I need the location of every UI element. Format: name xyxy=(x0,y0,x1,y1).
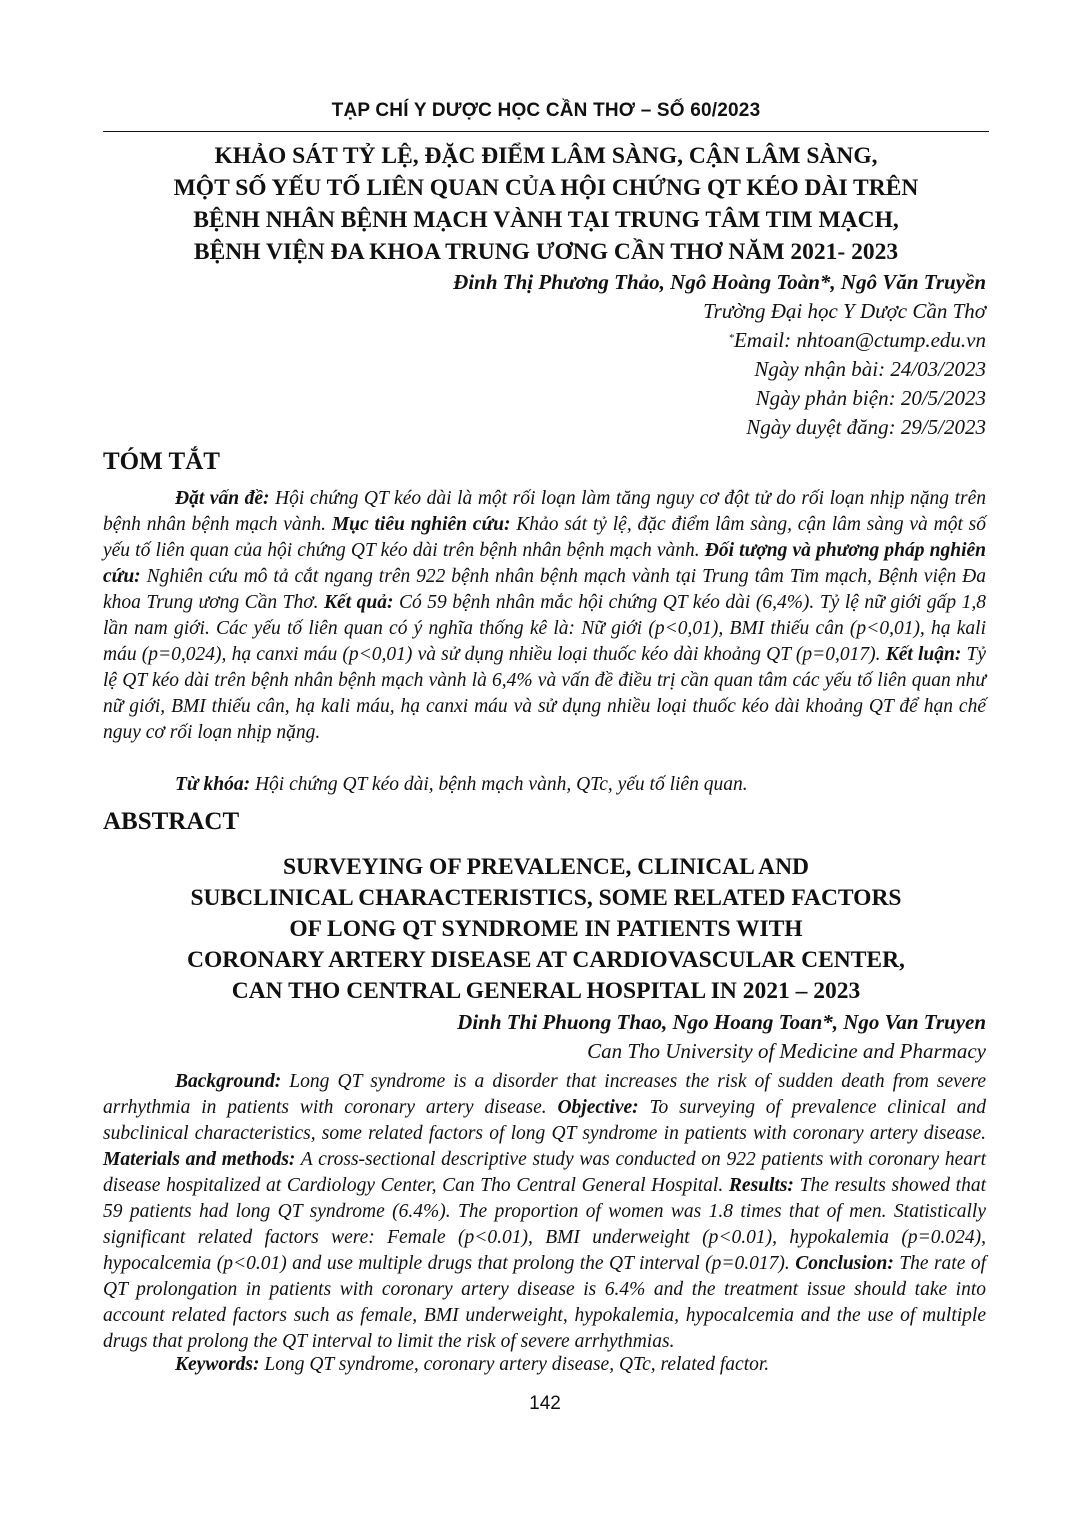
english-title-line: CORONARY ARTERY DISEASE AT CARDIOVASCULAR CENTER, xyxy=(187,947,905,973)
english-title xyxy=(103,852,989,1007)
abstract-results-label: Results: xyxy=(728,1175,794,1196)
english-meta xyxy=(457,1008,986,1066)
page-number: 142 xyxy=(529,1393,561,1414)
english-title-line: SUBCLINICAL CHARACTERISTICS, SOME RELATED FACTORS xyxy=(190,885,902,911)
summary-results-label: Kết quả: xyxy=(324,592,394,613)
summary-results-text: Có 59 bệnh nhân mắc hội chứng QT kéo dài (6,4%). Tỷ lệ nữ giới gấp 1,8 lần nam giới. Các yếu tố liên quan có ý nghĩa thống kê là: Nữ giới (p<0,01), BMI thiếu cân (p<0,01), hạ kali máu (p=0,024), hạ canxi máu (p<0,01) và sử dụng nhiều loại thuốc kéo dài khoảng QT (p=0,017). xyxy=(103,592,986,665)
summary-background-text: Hội chứng QT kéo dài là một rối loạn làm tăng nguy cơ đột tử do rối loạn nhịp nặng trên bệnh nhân bệnh mạch vành. xyxy=(103,488,986,535)
summary-methods-text: Nghiên cứu mô tả cắt ngang trên 922 bệnh nhân bệnh mạch vành tại Trung tâm Tim mạch, Bệnh viện Đa khoa Trung ương Cần Thơ. xyxy=(103,566,986,613)
abstract-objective-text: To surveying of prevalence clinical and subclinical characteristics, some related factors of long QT syndrome in patients with coronary artery disease. xyxy=(103,1097,986,1144)
summary-objective-label: Mục tiêu nghiên cứu: xyxy=(331,514,511,535)
keywords-text-en: Long QT syndrome, coronary artery disease, QTc, related factor. xyxy=(259,1354,770,1375)
english-affiliation: Can Tho University of Medicine and Pharmacy xyxy=(587,1039,986,1063)
abstract-methods-label: Materials and methods: xyxy=(103,1149,296,1170)
summary-background-label: Đặt vấn đề: xyxy=(175,488,270,509)
header-rule xyxy=(103,131,989,132)
abstract-conclusion-text: The rate of QT prolongation in patients with coronary artery disease is 6.4% and the treatment issue should take into account related factors such as female, BMI underweight, hypokalemia, hypocalcemia and the use of multiple drugs that prolong the QT interval to limit the risk of severe arrhythmias. xyxy=(103,1253,986,1352)
english-keywords xyxy=(103,1352,986,1378)
summary-methods-label: Đối tượng và phương pháp nghiên cứu: xyxy=(103,540,987,587)
abstract-heading: ABSTRACT xyxy=(103,808,240,835)
vietnamese-authors: Đinh Thị Phương Thảo, Ngô Hoàng Toàn*, Ngô Văn Truyền xyxy=(453,270,986,294)
vietnamese-summary xyxy=(103,486,986,746)
keywords-label-vi: Từ khóa: xyxy=(175,774,251,795)
vietnamese-title-line: BỆNH NHÂN BỆNH MẠCH VÀNH TẠI TRUNG TÂM TIM MẠCH, xyxy=(193,207,899,233)
summary-conclusion-text: Tỷ lệ QT kéo dài trên bệnh nhân bệnh mạch vành là 6,4% và vấn đề điều trị cần quan tâm các yếu tố liên quan như nữ giới, BMI thiếu cân, hạ kali máu, hạ canxi máu và sử dụng nhiều loại thuốc kéo dài khoảng QT để hạn chế nguy cơ rối loạn nhịp nặng. xyxy=(103,644,987,743)
english-authors: Dinh Thi Phuong Thao, Ngo Hoang Toan*, Ngo Van Truyen xyxy=(457,1010,986,1034)
english-title-line: SURVEYING OF PREVALENCE, CLINICAL AND xyxy=(282,854,810,880)
vietnamese-title-line: KHẢO SÁT TỶ LỆ, ĐẶC ĐIỂM LÂM SÀNG, CẬN LÂM SÀNG, xyxy=(214,143,878,169)
vietnamese-keywords xyxy=(103,772,986,798)
vietnamese-affiliation: Trường Đại học Y Dược Cần Thơ xyxy=(703,299,986,323)
email-mark: * xyxy=(728,332,734,344)
english-title-line: CAN THO CENTRAL GENERAL HOSPITAL IN 2021 – 2023 xyxy=(231,978,861,1004)
reviewed-date: Ngày phản biện: 20/5/2023 xyxy=(755,386,986,410)
summary-heading: TÓM TẮT xyxy=(103,448,220,475)
vietnamese-title-line: MỘT SỐ YẾU TỐ LIÊN QUAN CỦA HỘI CHỨNG QT KÉO DÀI TRÊN xyxy=(173,175,919,201)
vietnamese-title-line: BỆNH VIỆN ĐA KHOA TRUNG ƯƠNG CẦN THƠ NĂM 2021- 2023 xyxy=(193,239,899,265)
vietnamese-meta xyxy=(453,268,986,442)
abstract-objective-label: Objective: xyxy=(557,1097,639,1118)
english-abstract xyxy=(103,1069,986,1355)
abstract-background-label: Background: xyxy=(175,1071,282,1092)
corresponding-email xyxy=(453,326,986,355)
summary-objective-text: Khảo sát tỷ lệ, đặc điểm lâm sàng, cận lâm sàng và một số yếu tố liên quan của hội chứng QT kéo dài trên bệnh nhân bệnh mạch vành. xyxy=(103,514,986,561)
journal-header: TẠP CHÍ Y DƯỢC HỌC CẦN THƠ – SỐ 60/2023 xyxy=(331,100,761,121)
vietnamese-title xyxy=(103,140,989,268)
english-title-line: OF LONG QT SYNDROME IN PATIENTS WITH xyxy=(289,916,803,942)
received-date: Ngày nhận bài: 24/03/2023 xyxy=(754,357,986,381)
accepted-date: Ngày duyệt đăng: 29/5/2023 xyxy=(746,415,986,439)
keywords-label-en: Keywords: xyxy=(175,1354,260,1375)
summary-conclusion-label: Kết luận: xyxy=(885,644,962,665)
abstract-results-text: The results showed that 59 patients had long QT syndrome (6.4%). The proportion of women was 1.8 times that of men. Statistically significant related factors were: Female (p<0.01), BMI underweight (p<0.01), hypokalemia (p=0.024), hypocalcemia (p<0.01) and use multiple drugs that prolong the QT interval (p=0.017). xyxy=(103,1175,987,1274)
keywords-text-vi: Hội chứng QT kéo dài, bệnh mạch vành, QTc, yếu tố liên quan. xyxy=(250,774,748,795)
abstract-background-text: Long QT syndrome is a disorder that increases the risk of sudden death from severe arrhythmia in patients with coronary artery disease. xyxy=(103,1071,986,1118)
email-text: Email: nhtoan@ctump.edu.vn xyxy=(733,328,986,352)
abstract-conclusion-label: Conclusion: xyxy=(795,1253,894,1274)
abstract-methods-text: A cross-sectional descriptive study was conducted on 922 patients with coronary heart disease hospitalized at Cardiology Center, Can Tho Central General Hospital. xyxy=(103,1149,987,1196)
